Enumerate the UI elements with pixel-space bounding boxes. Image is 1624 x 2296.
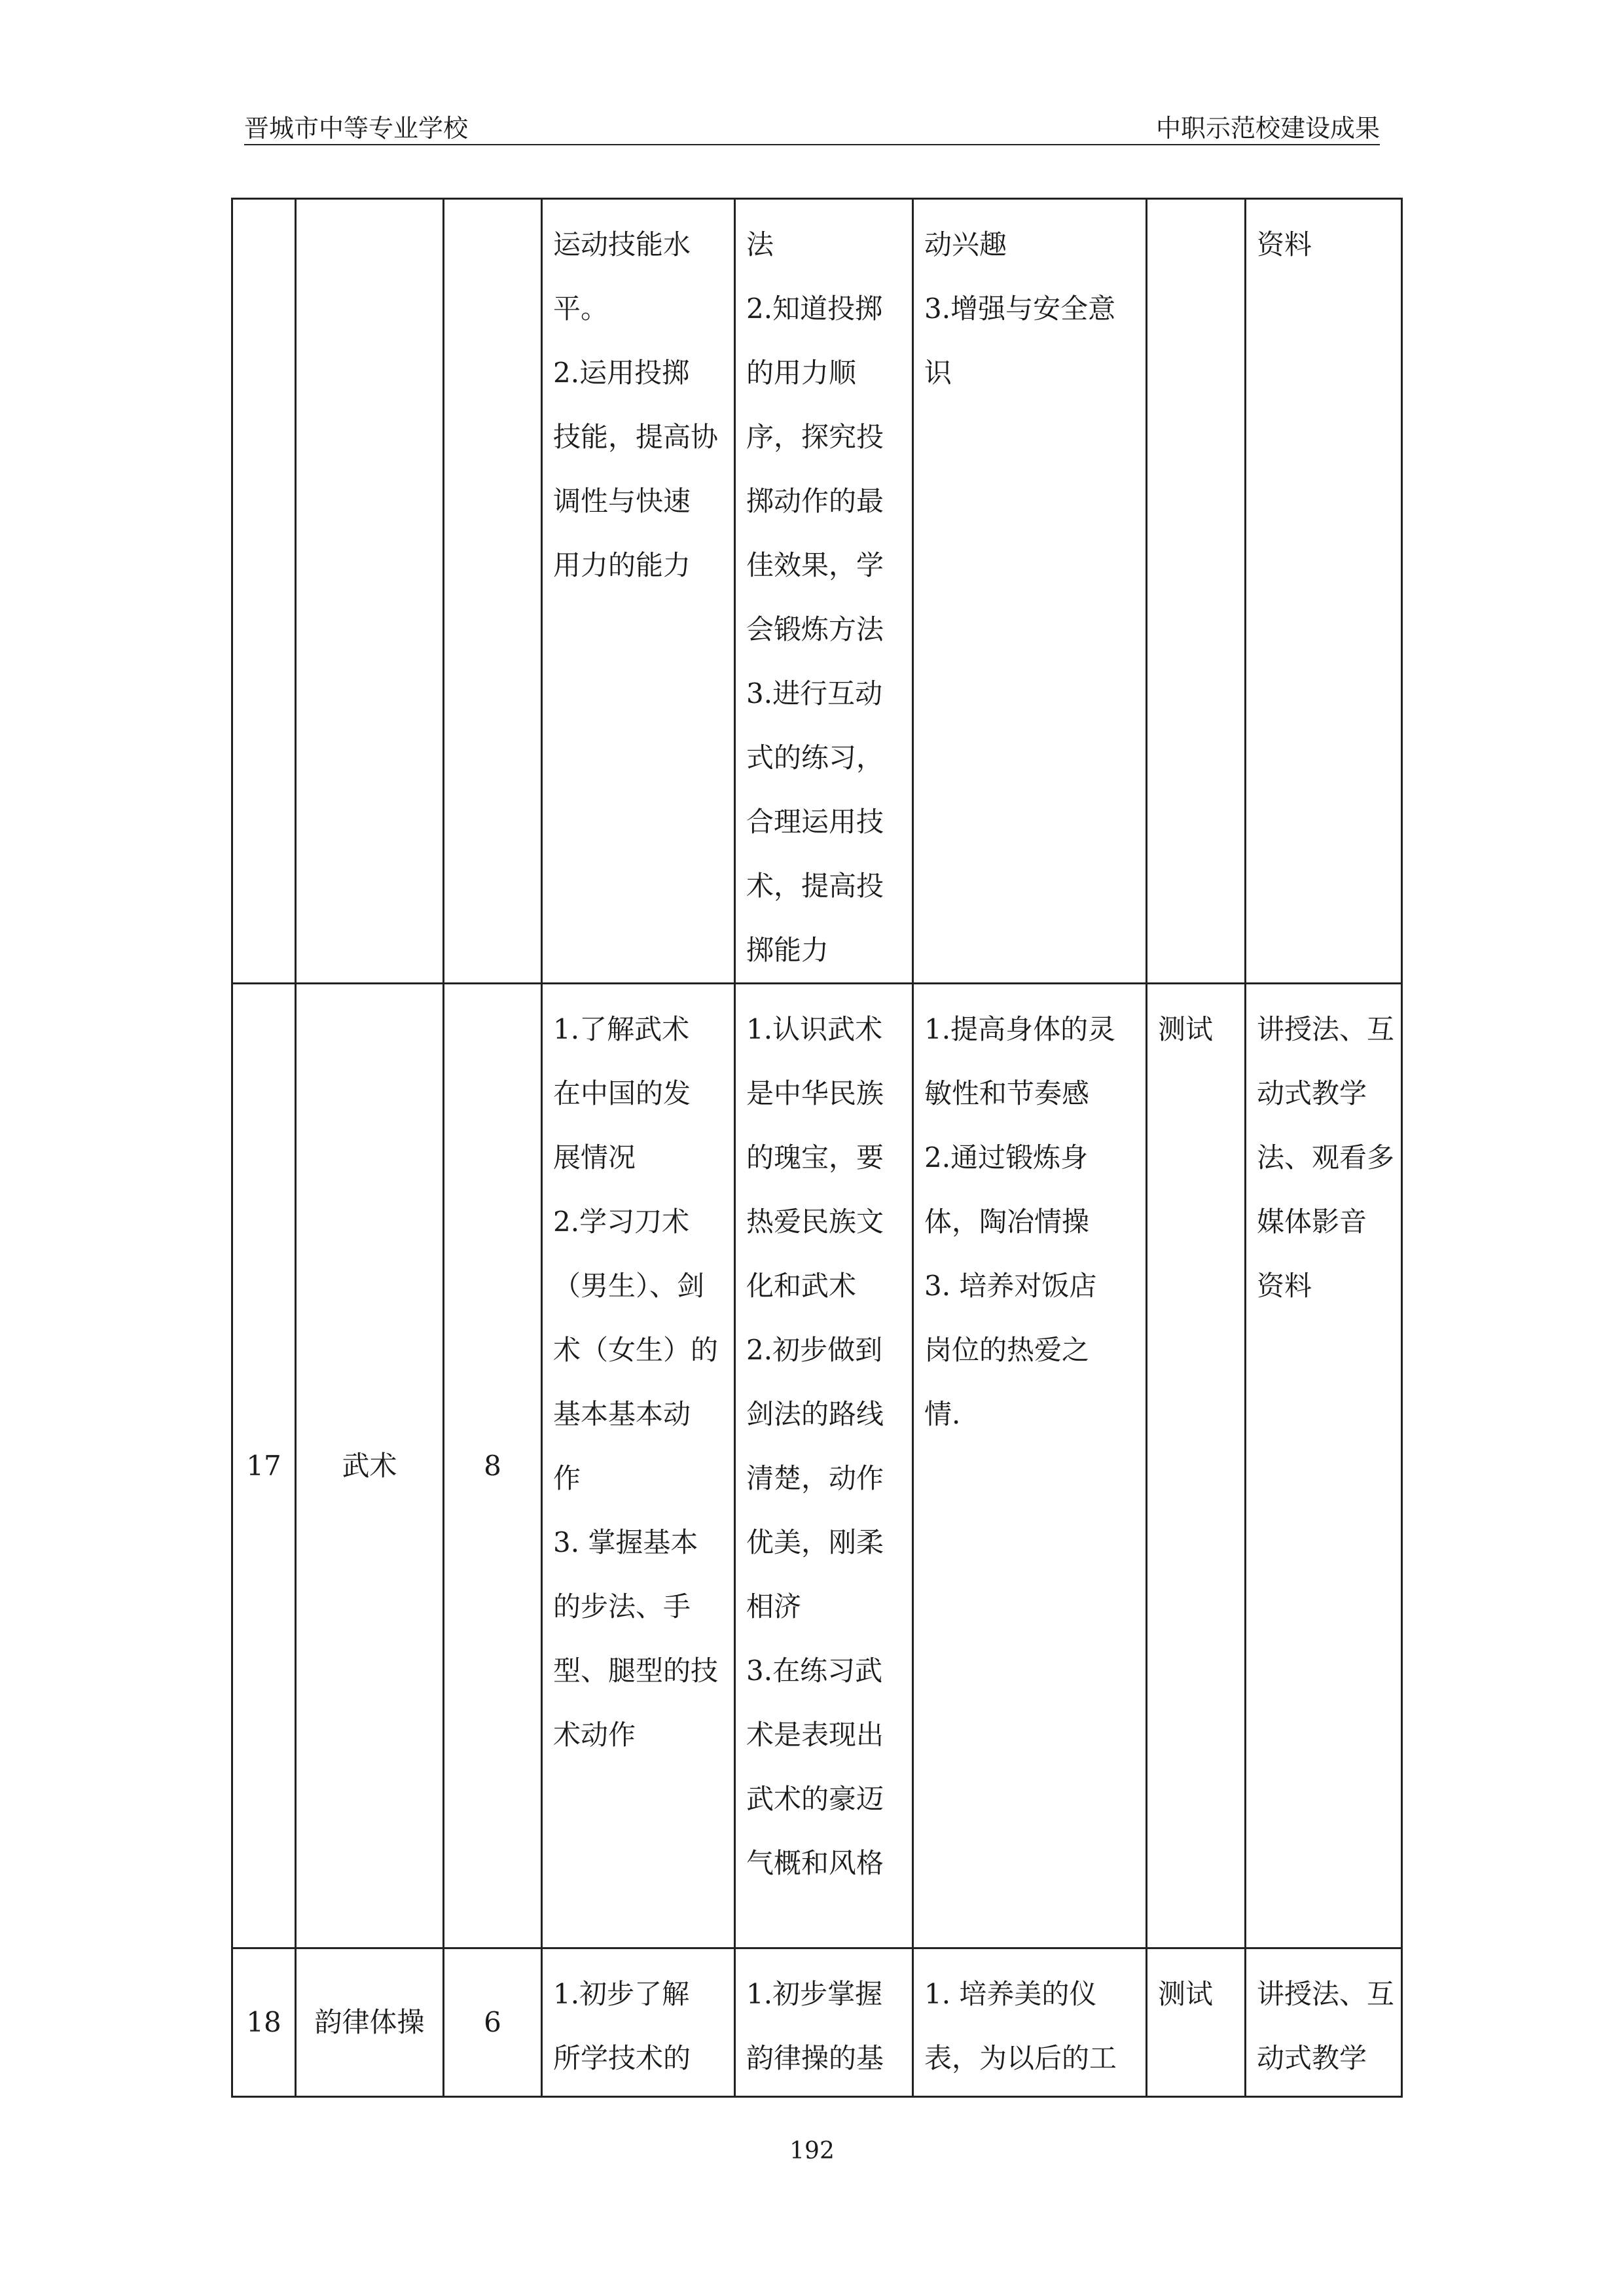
- cell-text-line: 术动作: [553, 1719, 636, 1751]
- cell-text-line: 1. 培养美的仪: [924, 1978, 1097, 2010]
- cell-text-line: 的步法、手: [553, 1590, 691, 1623]
- cell-text-line: 式的练习，: [746, 742, 884, 774]
- cell-method: [1246, 199, 1402, 984]
- cell-text-line: 韵律操的基: [746, 2042, 884, 2074]
- cell-text-line: 1.提高身体的灵: [924, 1013, 1116, 1045]
- cell-attitude: [913, 199, 1147, 984]
- cell-goal: [542, 1948, 735, 2097]
- table-row: [232, 1948, 1402, 2097]
- cell-text-line: 所学技术的: [553, 2042, 691, 2074]
- cell-text-line: 平。: [553, 293, 609, 325]
- cell-text-line: 情.: [924, 1398, 961, 1430]
- cell-content: [735, 199, 913, 984]
- cell-text-line: 是中华民族: [746, 1077, 884, 1109]
- cell-text-line: 3.在练习武: [746, 1655, 883, 1687]
- cell-attitude: [913, 1948, 1147, 2097]
- cell-text-line: 识: [924, 357, 952, 389]
- table-row: [232, 199, 1402, 984]
- cell-text-line: 用力的能力: [553, 549, 691, 581]
- cell-assessment: 测试: [1147, 1948, 1246, 2097]
- page-header: [244, 111, 1380, 145]
- cell-text-line: 武术的豪迈: [746, 1783, 884, 1815]
- cell-text-line: 术，提高投: [746, 870, 884, 902]
- cell-text-line: 3.进行互动: [746, 677, 883, 709]
- cell-text-line: 佳效果，学: [746, 549, 884, 581]
- cell-item-name: 武术: [296, 984, 444, 1948]
- cell-goal: [542, 984, 735, 1948]
- cell-text-line: 2.学习刀术: [553, 1206, 690, 1238]
- cell-text-line: 清楚，动作: [746, 1462, 884, 1494]
- cell-text-line: 展情况: [553, 1141, 636, 1174]
- cell-text-line: 型、腿型的技: [553, 1655, 719, 1687]
- cell-text-line: 掷能力: [746, 934, 829, 966]
- cell-text-line: 法: [746, 228, 774, 260]
- cell-text-line: （男生）、剑: [553, 1270, 705, 1302]
- cell-text-line: 的瑰宝，要: [746, 1141, 884, 1174]
- header-school-name: 晋城市中等专业学校: [244, 114, 469, 143]
- cell-method: [1246, 1948, 1402, 2097]
- cell-text-line: 2.初步做到: [746, 1334, 883, 1366]
- cell-text-line: 的用力顺: [746, 357, 857, 389]
- cell-text-line: 相济: [746, 1590, 802, 1623]
- cell-text-line: 敏性和节奏感: [924, 1077, 1090, 1109]
- cell-item-name: [296, 199, 444, 984]
- cell-text-line: 2.运用投掷: [553, 357, 690, 389]
- cell-text-line: 掷动作的最: [746, 485, 884, 517]
- cell-item-name: 韵律体操: [296, 1948, 444, 2097]
- cell-text-line: 1.了解武术: [553, 1013, 690, 1045]
- table-row: [232, 984, 1402, 1948]
- cell-text-line: 术（女生）的: [553, 1334, 719, 1366]
- cell-text-line: 基本基本动: [553, 1398, 691, 1430]
- cell-goal: [542, 199, 735, 984]
- cell-text-line: 技能，提高协: [553, 421, 719, 453]
- cell-text-line: 优美，刚柔: [746, 1526, 884, 1558]
- cell-text-line: 术是表现出: [746, 1719, 884, 1751]
- cell-assessment: 测试: [1147, 984, 1246, 1948]
- cell-text-line: 法、观看多: [1257, 1141, 1395, 1174]
- cell-number: 18: [232, 1948, 296, 2097]
- cell-text-line: 化和武术: [746, 1270, 857, 1302]
- cell-text-line: 1.初步掌握: [746, 1978, 883, 2010]
- cell-assessment: [1147, 199, 1246, 984]
- cell-text-line: 会锻炼方法: [746, 613, 884, 645]
- cell-text-line: 讲授法、互: [1257, 1013, 1395, 1045]
- course-table: [231, 198, 1403, 2098]
- cell-text-line: 媒体影音: [1257, 1206, 1367, 1238]
- page-number: 192: [789, 2138, 835, 2164]
- cell-text-line: 在中国的发: [553, 1077, 691, 1109]
- cell-content: [735, 1948, 913, 2097]
- cell-number: 17: [232, 984, 296, 1948]
- cell-text-line: 剑法的路线: [746, 1398, 884, 1430]
- cell-text-line: 运动技能水: [553, 228, 691, 260]
- header-rule: [244, 144, 1380, 145]
- cell-text-line: 表，为以后的工: [924, 2042, 1117, 2074]
- cell-text-line: 3. 培养对饭店: [924, 1270, 1097, 1302]
- cell-text-line: 动式教学: [1257, 1077, 1367, 1109]
- cell-text-line: 1.认识武术: [746, 1013, 883, 1045]
- cell-text-line: 序，探究投: [746, 421, 884, 453]
- cell-text-line: 气概和风格: [746, 1847, 884, 1879]
- header-document-title: 中职示范校建设成果: [1155, 114, 1380, 143]
- cell-text-line: 热爱民族文: [746, 1206, 884, 1238]
- cell-text-line: 动兴趣: [924, 228, 1007, 260]
- cell-text-line: 3. 掌握基本: [553, 1526, 698, 1558]
- cell-text-line: 调性与快速: [553, 485, 691, 517]
- cell-text-line: 2.知道投掷: [746, 293, 883, 325]
- cell-text-line: 动式教学: [1257, 2042, 1367, 2074]
- cell-text-line: 3.增强与安全意: [924, 293, 1116, 325]
- cell-text-line: 资料: [1257, 228, 1312, 260]
- cell-text-line: 1.初步了解: [553, 1978, 690, 2010]
- cell-attitude: [913, 984, 1147, 1948]
- cell-text-line: 资料: [1257, 1270, 1312, 1302]
- cell-text-line: 岗位的热爱之: [924, 1334, 1090, 1366]
- cell-method: [1246, 984, 1402, 1948]
- cell-hours: 6: [444, 1948, 542, 2097]
- cell-text-line: 讲授法、互: [1257, 1978, 1395, 2010]
- cell-hours: 8: [444, 984, 542, 1948]
- cell-text-line: 作: [553, 1462, 581, 1494]
- cell-text-line: 合理运用技: [746, 806, 884, 838]
- cell-text-line: 2.通过锻炼身: [924, 1141, 1089, 1174]
- cell-text-line: 体，陶冶情操: [924, 1206, 1090, 1238]
- cell-content: [735, 984, 913, 1948]
- cell-hours: [444, 199, 542, 984]
- cell-number: [232, 199, 296, 984]
